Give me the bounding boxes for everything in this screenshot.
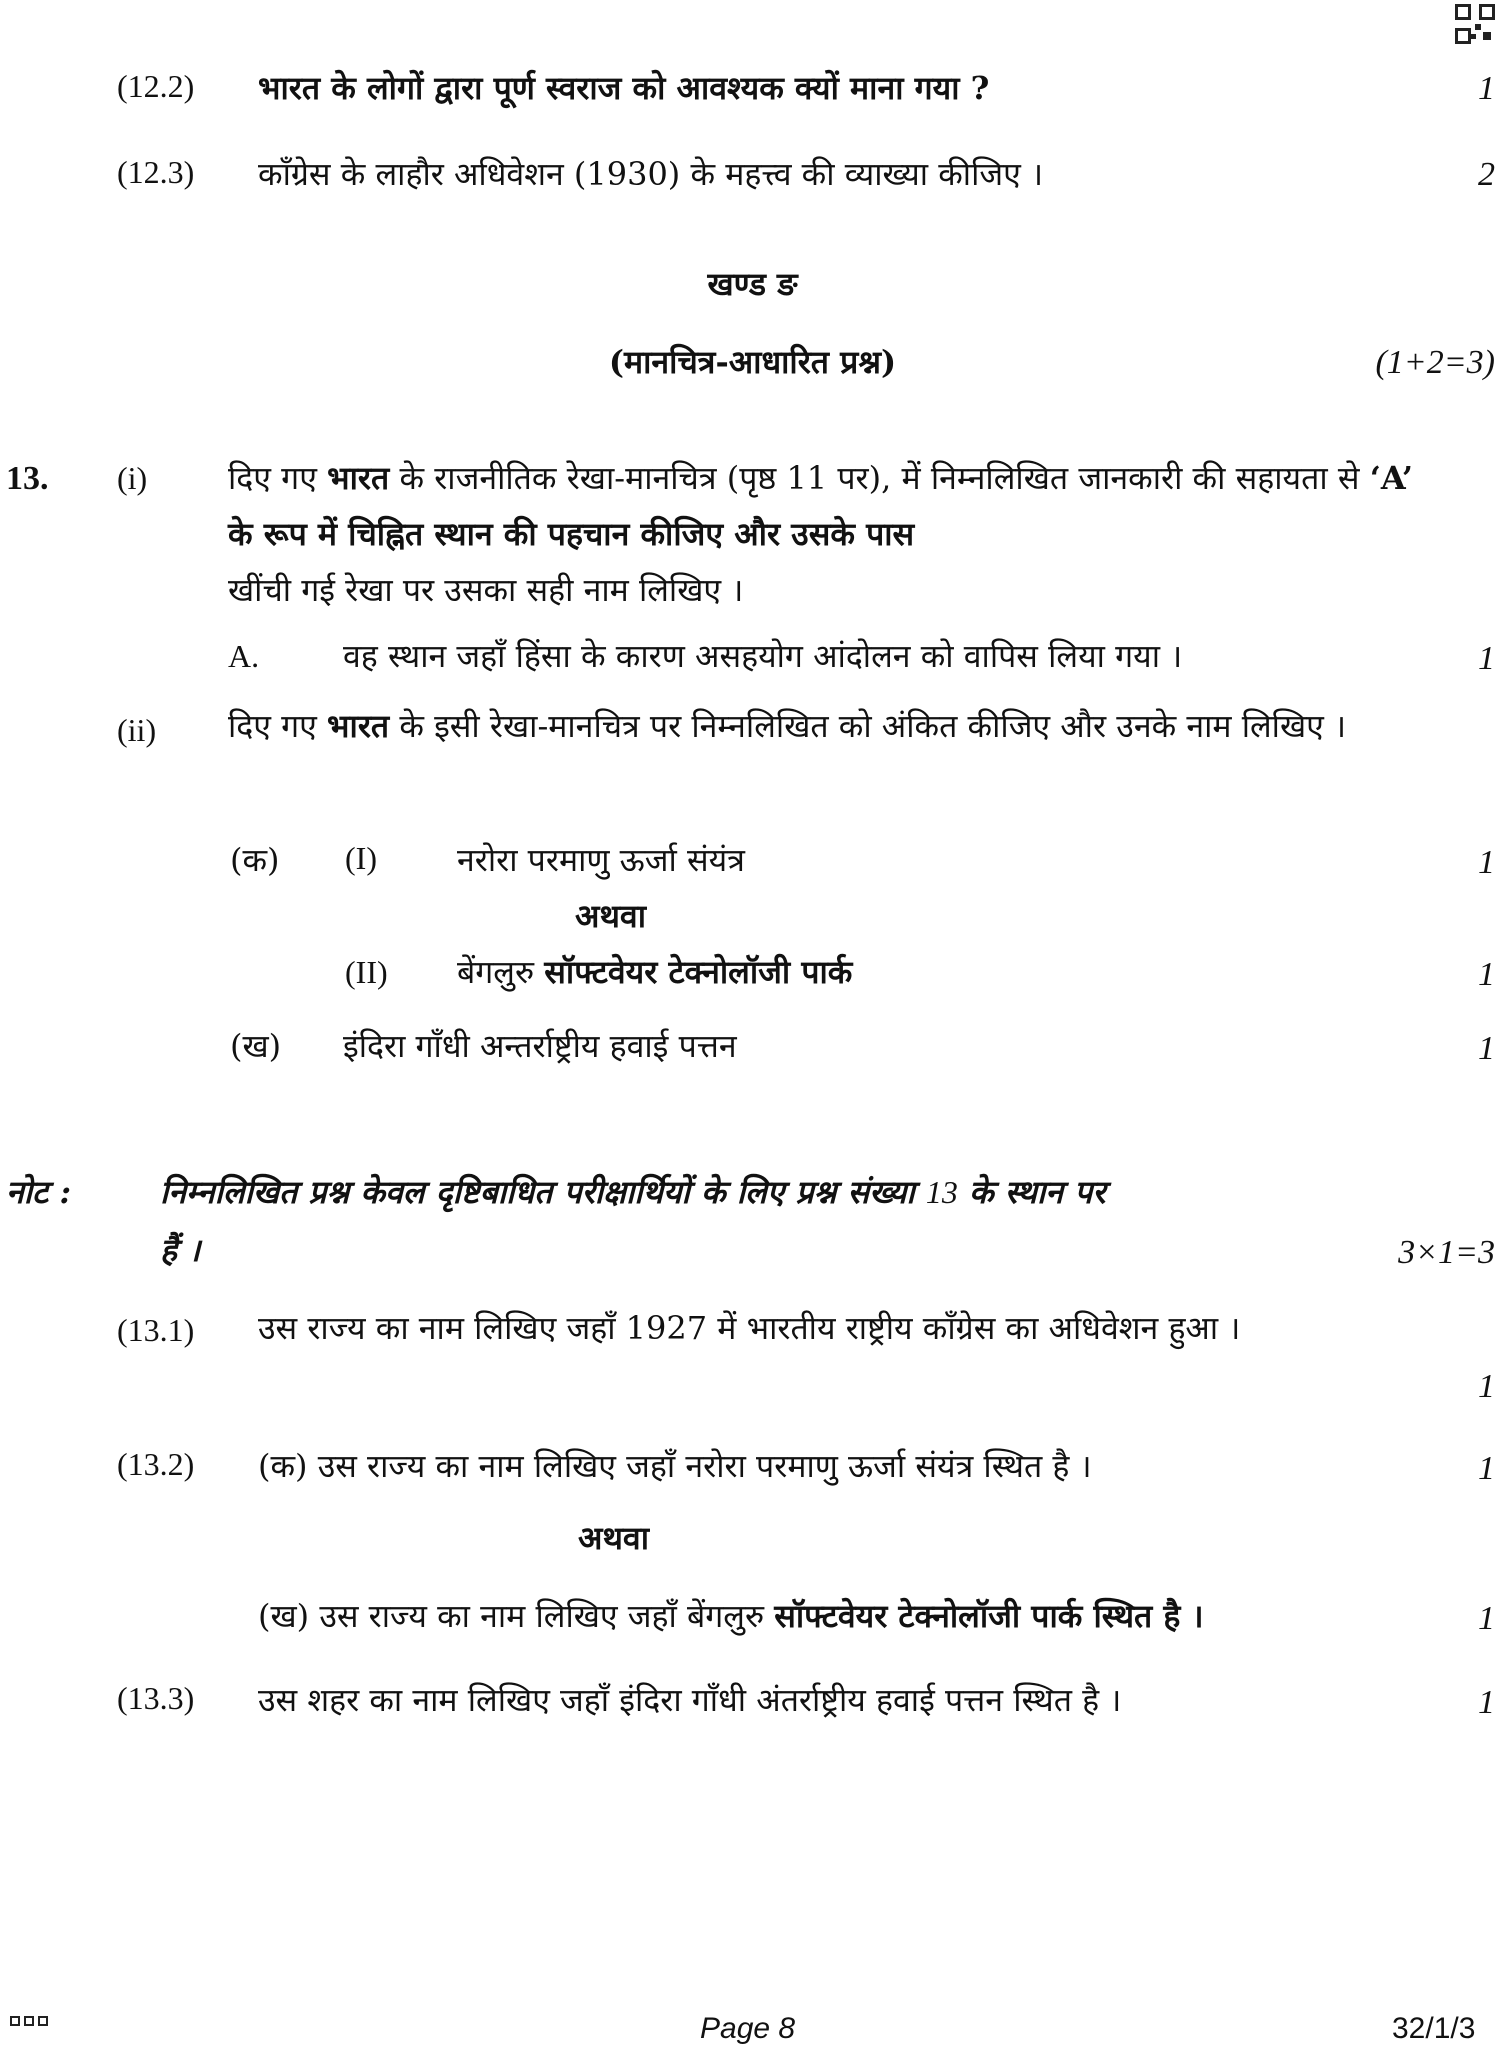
sub-label: (I) [345,840,377,876]
page-number: Page 8 [700,2012,796,2045]
section-marks: (1+2=3) [1375,344,1495,381]
question-text: दिए गए भारत के इसी रेखा-मानचित्र पर निम्नलिखित को अंकित कीजिए और उनके नाम लिखिए । [228,707,1347,745]
question-marks: 1 [1478,956,1495,993]
question-marks: 1 [1478,1450,1495,1487]
sub-text: नरोरा परमाणु ऊर्जा संयंत्र [457,841,745,879]
question-text: (ख) उस राज्य का नाम लिखिए जहाँ बेंगलुरु सॉफ्टवेयर टेक्नोलॉजी पार्क स्थित है । [258,1597,1204,1635]
question-marks: 1 [1478,1600,1495,1637]
question-text: दिए गए भारत के राजनीतिक रेखा-मानचित्र (पृष्ठ 11 पर), में निम्नलिखित जानकारी की सहायता से ‘A’ के रूप में चिह्नित स्थान की पहचान कीजिए और उसके पास खींची गई रेखा पर उसका सही नाम लिखिए । [228,459,1413,609]
question-number: 13. [6,460,49,497]
section-title: खण्ड ङ [707,265,798,303]
question-marks: 1 [1478,1030,1495,1067]
or-separator: अथवा [575,897,646,935]
small-qr-icon [10,2016,52,2028]
question-number: (13.3) [117,1680,195,1716]
or-separator: अथवा [578,1519,649,1557]
question-number: (13.2) [117,1446,195,1482]
question-number: (12.2) [117,68,195,104]
question-text: (क) उस राज्य का नाम लिखिए जहाँ नरोरा परमाणु ऊर्जा संयंत्र स्थित है । [258,1447,1092,1485]
question-number: (13.1) [117,1312,195,1348]
section-subtitle: (मानचित्र-आधारित प्रश्न) [608,343,897,381]
question-marks: 1 [1478,1684,1495,1721]
question-marks: 1 [1478,844,1495,881]
question-text: काँग्रेस के लाहौर अधिवेशन (1930) के महत्त्व की व्याख्या कीजिए । [258,155,1044,193]
sub-text: वह स्थान जहाँ हिंसा के कारण असहयोग आंदोलन को वापिस लिया गया । [343,637,1183,675]
question-marks: 1 [1478,70,1495,107]
note-marks: 3×1=3 [1398,1234,1495,1271]
qr-code-icon [1455,4,1495,44]
sub-label: (ख) [230,1027,282,1065]
sub-label: A. [228,638,260,674]
note-text: निम्नलिखित प्रश्न केवल दृष्टिबाधित परीक्षार्थियों के लिए प्रश्न संख्या 13 के स्थान पर [160,1173,1106,1211]
question-text: उस शहर का नाम लिखिए जहाँ इंदिरा गाँधी अंतर्राष्ट्रीय हवाई पत्तन स्थित है । [258,1681,1122,1719]
paper-code: 32/1/3 [1392,2012,1476,2045]
sub-text: बेंगलुरु सॉफ्टवेयर टेक्नोलॉजी पार्क [457,953,853,991]
note-label: नोट : [6,1173,72,1211]
question-marks: 1 [1478,640,1495,677]
note-text-end: हैं । [160,1231,201,1269]
part-label: (i) [117,460,148,496]
question-text: भारत के लोगों द्वारा पूर्ण स्वराज को आवश्यक क्यों माना गया ? [258,69,990,107]
sub-label: (II) [345,954,388,990]
sub-text: इंदिरा गाँधी अन्तर्राष्ट्रीय हवाई पत्तन [343,1027,737,1065]
question-marks: 2 [1478,156,1495,193]
question-text: उस राज्य का नाम लिखिए जहाँ 1927 में भारतीय राष्ट्रीय काँग्रेस का अधिवेशन हुआ । [258,1309,1241,1347]
question-number: (12.3) [117,154,195,190]
question-marks: 1 [1478,1368,1495,1405]
part-label: (ii) [117,712,157,748]
sub-label: (क) [230,841,280,879]
